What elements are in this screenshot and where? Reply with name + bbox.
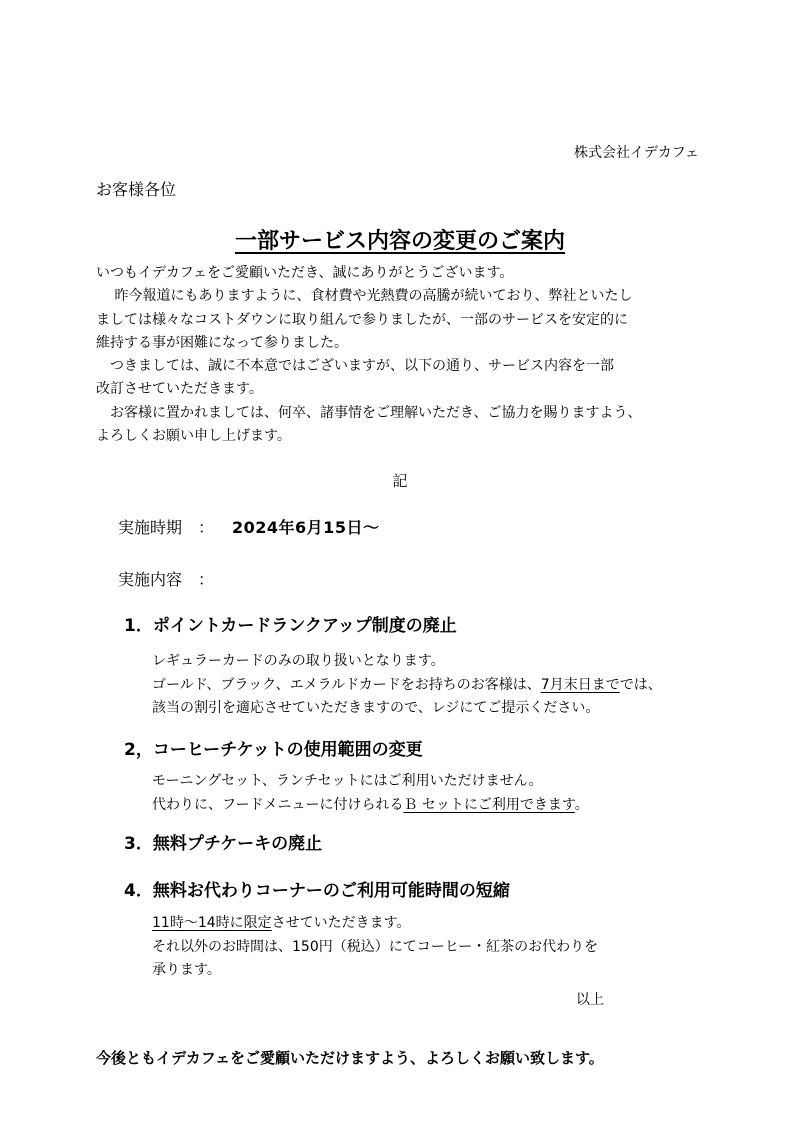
page-title (0, 224, 800, 255)
company-name: 株式会社イデカフェ (574, 145, 700, 161)
item-4-hours: 11時～14時に限定 (152, 915, 272, 931)
intro-line: よろしくお願い申し上げます。 (96, 428, 291, 445)
ijo-closing-mark: 以上 (576, 992, 604, 1008)
item-1-deadline: 7月末日まで (540, 676, 620, 693)
closing-message: 今後ともイデカフェをご愛顧いただけますよう、よろしくお願い致します。 (96, 1049, 604, 1067)
period-label: 実施時期 ： (118, 518, 215, 537)
item-2-line (152, 794, 589, 818)
intro-line: ましては様々なコストダウンに取り組んで参りましたが、一部のサービスを安定的に (96, 311, 628, 328)
item-1-line (152, 674, 662, 698)
intro-line: つきましては、誠に不本意ではございますが、以下の通り、サービス内容を一部 (96, 358, 614, 375)
intro-line: お客様に置かれましては、何卒、諸事情をご理解いただき、ご協力を賜りますよう、 (96, 404, 642, 421)
ki-heading: 記 (392, 472, 408, 490)
item-4-title: 4．無料お代わりコーナーのご利用可能時間の短縮 (124, 881, 510, 901)
item-4-body (152, 912, 598, 983)
intro-line: いつもイデカフェをご愛顧いただき、誠にありがとうございます。 (96, 265, 514, 281)
item-2-body (152, 770, 589, 817)
intro-paragraph (96, 262, 641, 448)
item-4-line1-post: させていただきます。 (271, 915, 411, 931)
item-1-line2-post: では、 (619, 676, 662, 693)
intro-line: 昨今報道にもありますように、食材費や光熱費の高騰が続いており、弊社といたし (96, 288, 633, 305)
intro-line: 維持する事が困難になって参りました。 (96, 334, 348, 351)
item-2-line2-pre: 代わりに、フードメニューに付けられる (152, 796, 404, 813)
item-4-line (152, 912, 598, 936)
item-2-line: モーニングセット、ランチセットにはご利用いただけません。 (152, 773, 543, 789)
intro-line: 改訂させていただきます。 (96, 381, 263, 398)
item-2-line2-post: 。 (574, 796, 589, 813)
item-4-line: それ以外のお時間は、150円（税込）にてコーヒー・紅茶のお代わりを (152, 938, 599, 955)
item-4-line: 承ります。 (152, 962, 221, 978)
implementation-period (118, 515, 379, 538)
item-3-title: 3．無料プチケーキの廃止 (124, 834, 323, 854)
page-title-text: 一部サービス内容の変更のご案内 (234, 229, 565, 254)
item-1-title: 1．ポイントカードランクアップ制度の廃止 (124, 616, 457, 636)
salutation: お客様各位 (96, 180, 177, 199)
item-1-line: 該当の割引を適応させていただきますので、レジにてご提示ください。 (152, 700, 600, 716)
item-1-body (152, 650, 662, 721)
item-2-b-set: Ｂ セットにご利用できます (403, 796, 575, 813)
period-value: 2024年6月15日～ (232, 518, 380, 537)
item-1-line2-pre: ゴールド、ブラック、エメラルドカードをお持ちのお客様は、 (152, 676, 541, 693)
item-1-line: レギュラーカードのみの取り扱いとなります。 (152, 653, 445, 669)
item-2-title: 2，コーヒーチケットの使用範囲の変更 (124, 740, 423, 760)
contents-label: 実施内容 ： (118, 570, 215, 589)
